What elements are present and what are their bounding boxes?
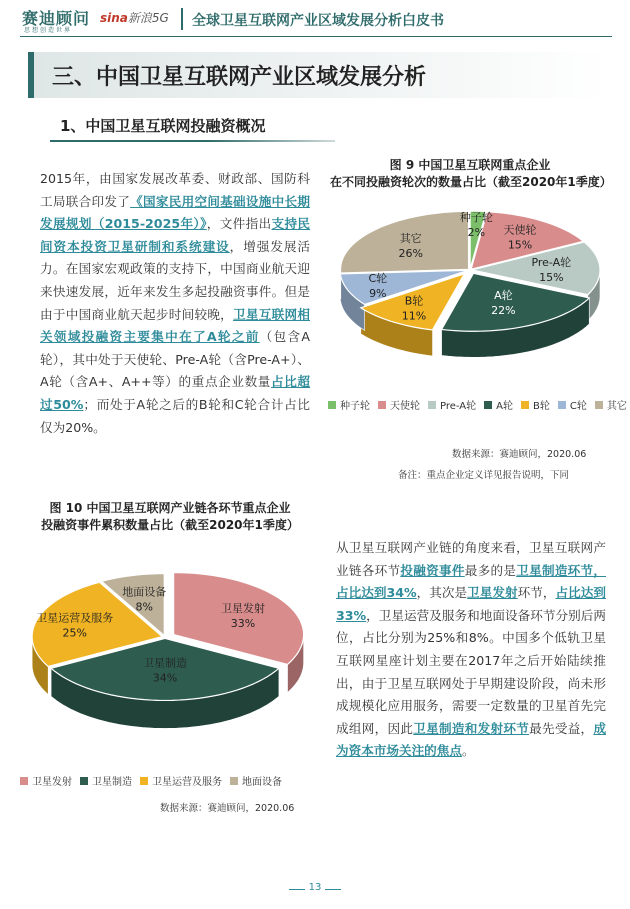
section-title: 三、中国卫星互联网产业区域发展分析 xyxy=(52,65,427,90)
paragraph-investment-overview xyxy=(40,168,310,439)
legend-label: 天使轮 xyxy=(390,401,420,412)
highlight-private-capital: 支持民间资本投资卫星研制和系统建设 xyxy=(40,216,311,254)
pie-label-种子轮: 种子轮 xyxy=(459,210,493,224)
pie-value-卫星发射: 33% xyxy=(230,617,256,631)
highlight-manufacturing-34: 卫星制造环节，占比达到34% xyxy=(336,562,607,601)
legend-item-卫星运营及服务 xyxy=(140,773,222,788)
chart-10-pie xyxy=(20,565,320,755)
legend-label: C轮 xyxy=(569,401,587,412)
pie-label-卫星运营及服务: 卫星运营及服务 xyxy=(36,611,114,625)
legend-item-地面设备 xyxy=(230,773,282,788)
pie-value-种子轮: 2% xyxy=(467,225,486,239)
pie-value-C轮: 9% xyxy=(369,287,387,301)
pie-value-卫星运营及服务: 25% xyxy=(62,626,87,640)
text-run: ，其次是 xyxy=(416,585,468,601)
pie-label-B轮: B轮 xyxy=(404,294,424,308)
highlight-before-round-a: 卫星互联网相关领域投融资主要集中在了A轮之前 xyxy=(40,306,311,345)
legend-swatch xyxy=(230,777,238,785)
legend-item-C轮 xyxy=(558,397,587,412)
legend-label: 地面设备 xyxy=(242,777,282,788)
paragraph-industry-chain xyxy=(336,537,606,763)
legend-swatch xyxy=(595,401,603,409)
legend-label: 卫星运营及服务 xyxy=(152,777,222,788)
text-run: 环节， xyxy=(517,585,556,601)
sina-logo-text: 新浪5G xyxy=(127,11,169,25)
page-number-rule-right xyxy=(325,889,341,890)
ccid-logo-slogan: 思想创造世界 xyxy=(24,27,73,34)
pie-label-卫星制造: 卫星制造 xyxy=(143,656,187,670)
legend-item-卫星制造 xyxy=(80,773,132,788)
chart-9-source: 数据来源：赛迪顾问，2020.06 xyxy=(452,449,587,460)
highlight-capital-focus: 成为资本市场关注的焦点 xyxy=(336,720,607,759)
chart-10-title xyxy=(20,500,320,534)
legend-item-B轮 xyxy=(521,397,550,412)
legend-item-其它 xyxy=(595,397,627,412)
section-accent-bar xyxy=(28,52,34,98)
header-rule xyxy=(20,36,612,37)
legend-label: B轮 xyxy=(532,401,550,412)
pie-label-卫星发射: 卫星发射 xyxy=(220,602,265,616)
text-run: 。 xyxy=(461,743,475,759)
legend-item-种子轮 xyxy=(328,397,370,412)
text-run: ，文件指出 xyxy=(206,216,272,232)
text-run: 2015年，由国家发展改革委、财政部、国防科工局联合印发了 xyxy=(40,171,310,209)
chart-10-source: 数据来源：赛迪顾问，2020.06 xyxy=(160,803,295,814)
text-run: 最先受益， xyxy=(529,720,594,736)
legend-label: 种子轮 xyxy=(340,401,370,412)
pie-label-地面设备: 地面设备 xyxy=(122,585,167,599)
text-run: ，增强发展活力。在国家宏观政策的支持下，中国商业航天迎来快速发展，近年来发生多起投融资事件。但是由于中国商业航天起步时间较晚， xyxy=(40,238,311,322)
chart-9-title-line2: 在不同投融资轮次的数量占比（截至2020年1季度） xyxy=(330,175,612,189)
pie-value-A轮: 22% xyxy=(491,304,516,318)
legend-swatch xyxy=(428,401,436,409)
pie-value-卫星制造: 34% xyxy=(152,671,178,685)
legend-swatch xyxy=(558,401,566,409)
legend-item-A轮 xyxy=(484,397,513,412)
legend-label: Pre-A轮 xyxy=(440,401,477,412)
chart-9-pie xyxy=(330,200,610,390)
text-run: 最多的是 xyxy=(464,562,517,578)
document-title: 全球卫星互联网产业区域发展分析白皮书 xyxy=(192,13,444,29)
highlight-over-50-percent: 占比超过50% xyxy=(40,374,311,412)
chart-9-legend xyxy=(328,397,630,412)
pie-value-B轮: 11% xyxy=(401,309,427,323)
chart-10-legend xyxy=(20,773,290,788)
ccid-logo: 赛迪顾问 xyxy=(22,9,91,28)
pie-label-天使轮: 天使轮 xyxy=(503,223,537,237)
header-divider xyxy=(181,8,183,30)
text-run: ；而处于A轮之后的B轮和C轮合计占比仅为20%。 xyxy=(40,396,310,435)
text-run: 从卫星互联网产业链的角度来看，卫星互联网产业链各环节 xyxy=(336,540,606,578)
chart-10-title-line1: 图 10 中国卫星互联网产业链各环节重点企业 xyxy=(49,501,291,515)
legend-label: 其它 xyxy=(606,401,627,412)
legend-swatch xyxy=(20,777,28,785)
chart-9-title xyxy=(330,157,610,191)
pie-value-天使轮: 15% xyxy=(507,238,533,252)
legend-swatch xyxy=(140,777,148,785)
legend-item-天使轮 xyxy=(378,397,420,412)
pie-value-Pre-A轮: 15% xyxy=(539,270,564,284)
pie-label-C轮: C轮 xyxy=(368,272,388,286)
page-number: 13 xyxy=(308,882,322,893)
legend-swatch xyxy=(378,401,386,409)
highlight-manufacturing-launch: 卫星制造和发射环节 xyxy=(413,720,530,736)
highlight-launch-33: 占比达到33% xyxy=(336,585,607,623)
legend-swatch xyxy=(521,401,529,409)
highlight-plan-name: 《国家民用空间基础设施中长期发展规划（2015-2025年）》 xyxy=(40,193,311,232)
pie-label-其它: 其它 xyxy=(399,231,422,245)
page-header xyxy=(0,0,630,36)
text-run: ，卫星运营及服务和地面设备环节分别后两位，占比分别为25%和8%。中国多个低轨卫星互联网星座计划主要在2017年之后开始陆续推出，由于卫星互联网处于早期建设阶段，尚未形成规模化应用服务，需要一定数量的卫星首先完成组网，因此 xyxy=(336,607,606,736)
chart-9-remark: 备注：重点企业定义详见报告说明，下同 xyxy=(398,470,570,481)
highlight-launch: 卫星发射 xyxy=(467,585,518,601)
pie-value-其它: 26% xyxy=(398,246,423,260)
highlight-investment-events: 投融资事件 xyxy=(400,562,465,578)
sina-logo-brand: sina xyxy=(100,11,128,25)
subsection-underline xyxy=(50,140,335,142)
legend-label: A轮 xyxy=(496,401,513,412)
pie-label-A轮: A轮 xyxy=(494,289,513,303)
text-run: （包含A轮），其中处于天使轮、Pre-A轮（含Pre-A+）、A轮（含A+、A++等）的重点企业数量 xyxy=(40,329,310,390)
pie-label-Pre-A轮: Pre-A轮 xyxy=(531,255,572,269)
legend-swatch xyxy=(80,777,88,785)
legend-item-卫星发射 xyxy=(20,773,72,788)
legend-swatch xyxy=(484,401,492,409)
chart-10-title-line2: 投融资事件累积数量占比（截至2020年1季度） xyxy=(41,518,299,532)
legend-label: 卫星发射 xyxy=(32,777,72,788)
legend-swatch xyxy=(328,401,336,409)
legend-label: 卫星制造 xyxy=(92,777,132,788)
sina-logo xyxy=(100,9,169,26)
legend-item-Pre-A轮 xyxy=(428,397,476,412)
subsection-title: 1、中国卫星互联网投融资概况 xyxy=(60,117,266,135)
pie-value-地面设备: 8% xyxy=(135,600,153,614)
chart-9-title-line1: 图 9 中国卫星互联网重点企业 xyxy=(389,158,551,172)
